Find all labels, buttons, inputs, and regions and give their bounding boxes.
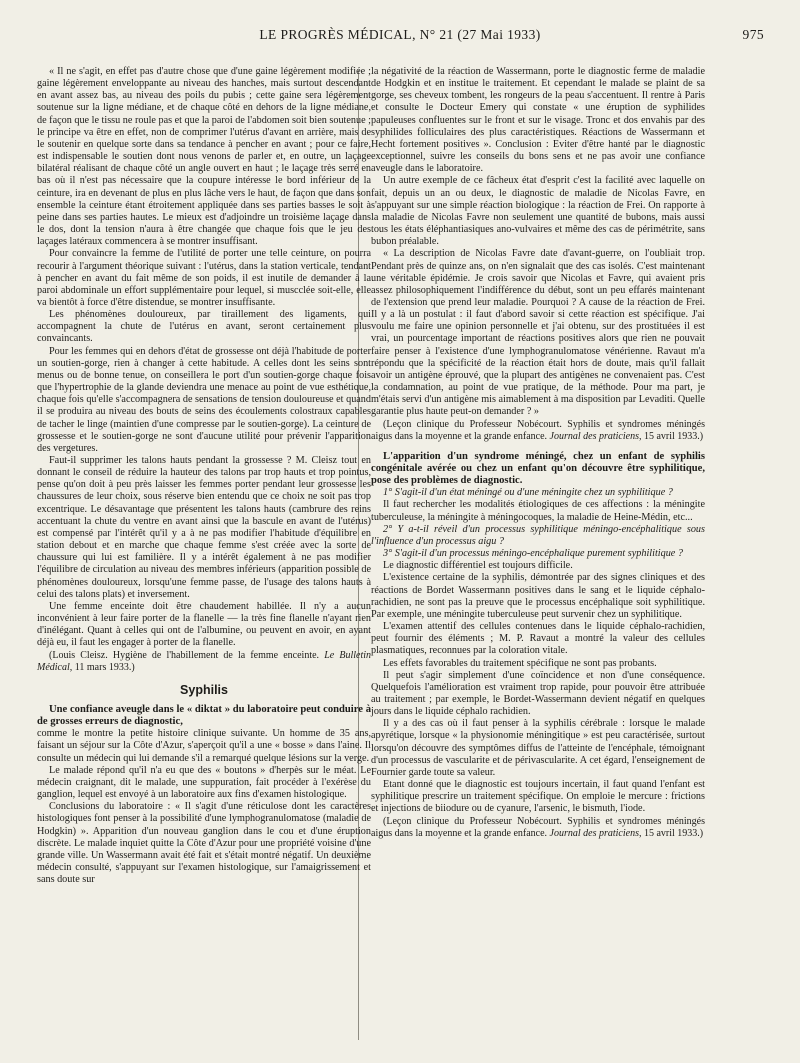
paragraph: la négativité de la réaction de Wassermann, porte le diagnostic ferme de maladie de Hodgkin et en institue le traitement. Et cependant le malade se plaint de sa gorge, ses cheveux tombent, les rongeurs de la peau s'accentuent. Il rentre à Paris et consulte le Docteur Emery qui constate « une éruption de syphilides papuleuses confluentes sur le front et sur le visage. Tronc et dos envahis par des syphilides folliculaires des plus caractéristiques. Réactions de Wassermann et Hecht fortement positives ». Conclusion : Eviter d'être hanté par le diagnostic exceptionnel, suivre les conseils du bons sens et ne pas avoir une confiance aveugle dans le laboratoire. <box>371 66 705 175</box>
paragraph: « Il ne s'agit, en effet pas d'autre chose que d'une gaine légèrement modifiée ; gaine légèrement enveloppante au niveau des hanches, mais surtout descendant en avant assez bas, au niveau des poils du pubis ; cette gaine sera légèrement soutenue sur la ligne médiane, et de chaque côté en dehors de la ligne médiane, de façon que le tissu ne roule pas et que la paroi de l'abdomen soit bien soutenue ; le principe va être en effet, non de comprimer l'utérus d'avant en arrière, mais de le soutenir en quelque sorte dans sa tendance à pencher en avant ; pour ce faire, est indispensable le soutien dont nous venons de parler et, en outre, un laçage bilatéral réalisant de chaque côté un angle ouvert en haut ; le laçage très serré en bas où il n'est pas nécessaire que la coupure intéresse le bord inférieur de la ceinture, ira en devenant de plus en plus lâche vers le haut, de façon que dans son ensemble la ceinture étant étroitement appliquée dans ses parties basses le soit à peine dans ses parties hautes. Le mieux est d'adjoindre un troisième laçage dans le dos, dont la tension n'aura à être changée que chaque fois que le jeu des laçages latéraux commencera à se montrer insuffisant. <box>37 66 371 248</box>
section-title: Syphilis <box>180 682 228 697</box>
question: 3° S'agit-il d'un processus méningo-encéphalique purement syphilitique ? <box>383 548 683 560</box>
paragraph: Il y a des cas où il faut penser à la syphilis cérébrale : lorsque le malade apyrétique, lorsque « la physionomie méningitique » est peu caractérisée, surtout lorsqu'on découvre des symptômes diffus de l'atteinte de l'encéphale, témoignant d'un processus de vascularite et de périvascularite. A cet égard, l'enseignement de Fournier garde toute sa valeur. <box>371 718 705 778</box>
citation-author: (Leçon clinique du Professeur Nobécourt. Syphilis et syndromes méningés aigus dans la moyenne et la grande enfance. <box>371 418 705 442</box>
paragraph: Le diagnostic différentiel est toujours difficile. <box>383 560 573 572</box>
right-column <box>371 66 705 840</box>
source-citation <box>371 419 705 443</box>
source-citation <box>37 650 371 674</box>
paragraph: L'existence certaine de la syphilis, démontrée par des signes cliniques et des réactions de Bordet Wassermann positives dans le sang et le liquide céphalo-rachidien, ne sont pas la preuve que le processus encéphalique soit syphilitique. Par exemple, une méningite tuberculeuse peut survenir chez un syphilitique. <box>371 572 705 620</box>
citation-date: 11 mars 1933.) <box>74 661 135 673</box>
citation-author: (Louis Cleisz. Hygiène de l'habillement de la femme enceinte. <box>49 649 320 661</box>
citation-date: 15 avril 1933.) <box>643 827 704 839</box>
paragraph: Le malade répond qu'il n'a eu que des « boutons » d'herpès sur le méat. Le médecin craignant, dit le malade, une suppuration, fait procéder à l'exérèse du ganglion, lequel est envoyé à un laboratoire aux fins d'examen histologique. <box>37 764 371 801</box>
paragraph: Les phénomènes douloureux, par tiraillement des ligaments, qui accompagnent la chute de l'utérus en avant, seront certainement plus convaincants. <box>37 309 371 345</box>
source-citation <box>371 816 705 840</box>
citation-date: 15 avril 1933.) <box>643 430 704 442</box>
journal-running-title: LE PROGRÈS MÉDICAL, N° 21 (27 Mai 1933) <box>259 27 541 42</box>
page-header <box>36 27 764 45</box>
question: 1° S'agit-il d'un état méningé ou d'une méningite chez un syphilitique ? <box>383 487 673 499</box>
spacer <box>371 443 705 447</box>
article-heading: L'apparition d'un syndrome méningé, chez un enfant de syphilis congénitale avérée ou chez un enfant qu'on découvre être syphilitique, pose des problèmes de diagnostic. <box>371 450 705 487</box>
page-number: 975 <box>742 27 764 42</box>
question: 2° Y a-t-il réveil d'un processus syphilitique méningo-encéphalitique sous l'influence d'un processus aigu ? <box>371 523 705 547</box>
paragraph: Pour les femmes qui en dehors d'état de grossesse ont déjà l'habitude de porter un soutien-gorge, rien à changer à cette habitude. A celles dont les seins sont menus ou de bonne tenue, on conseillera le port d'un soutien-gorge chaque fois que l'hypertrophie de la glande deviendra une menace au point de vue esthétique, chaque fois qu'elle s'accompagnera de sensations de tension douloureuse et quand il se produira au niveau des bouts de seins des écoulements colostraux capables de tacher le linge (maintien d'une compresse par le soutien-gorge). La ceinture de grossesse et le soutien-gorge ne sont d'aucune utilité pour prévenir l'apparition des vergetures. <box>37 345 371 454</box>
paragraph: Un autre exemple de ce fâcheux état d'esprit c'est la facilité avec laquelle on fait, depuis un an ou deux, le diagnostic de maladie de Nicolas Favre, en s'appuyant sur une simple réaction biologique : la réaction de Frei. On rapporte à la maladie de Nicolas Favre non seulement une quantité de bubons, mais aussi tous les états éléphantiasiques ano-vulvaires et même des cas de périmétrite, sans bubon préalable. <box>371 175 705 248</box>
paragraph: Il faut rechercher les modalités étiologiques de ces affections : la méningite tuberculeuse, la méningite à méningocoques, la maladie de Heine-Médin, etc... <box>371 499 705 523</box>
citation-journal: Le Bulletin Médical, <box>37 649 372 673</box>
paragraph: comme le montre la petite histoire clinique suivante. Un homme de 35 ans, faisant un séjour sur la Côte d'Azur, s'aperçoit qu'il a une « bosse » dans l'aine. Il consulte un médecin qui lui demande s'il a remarqué quelque lésions sur la verge. <box>37 728 371 764</box>
citation-journal: Journal des praticiens, <box>549 827 642 839</box>
paragraph: Pour convaincre la femme de l'utilité de porter une telle ceinture, on pourra recourir à l'argument théorique suivant : l'utérus, dans la station verticale, tendant à pencher en avant du fait même de son poids, il est inutile de demander à la paroi abdominale un effort supplémentaire pour lequel, si muscclée soit-elle, elle va bientôt à force d'être distendue, se montrer insuffisante. <box>37 248 371 308</box>
paragraph: Faut-il supprimer les talons hauts pendant la grossesse ? M. Cleisz tout en donnant le conseil de réduire la hauteur des talons par trop hauts et trop pointus, pense qu'on doit à peu près laisser les femmes porter pendant leur grossesse les chaussures de leur choix, sous réserve bien entendu que ce choix ne soit pas trop excentrique. Le désavantage que présentent les talons hauts (cambrure des reins accentuant la chute du ventre en avant ainsi que la bascule en avant de l'utérus) est compensé par l'intérêt qu'il y a à ne pas modifier l'habitude d'équilibre en station debout et en marche que chaque femme s'est créée avec la sorte de chaussure qui lui est familière. Il y a intérêt également à ne pas modifier l'équilibre de circulation au niveau des membres inférieurs (apparition possible de phénomènes douloureux, lorsqu'une femme passe, de l'usage des talons hauts à celui des talons plats) et inversement. <box>37 455 371 600</box>
paragraph: Une femme enceinte doit être chaudement habillée. Il n'y a aucun inconvénient à leur faire porter de la flanelle — la très fine flanelle n'ayant rien d'inélégant. Quant à celles qui ont de l'albumine, ou peuvent en avoir, en ayant déjà eu, il faut les engager à porter de la flanelle. <box>37 600 371 649</box>
paragraph: Les effets favorables du traitement spécifique ne sont pas probants. <box>383 657 657 669</box>
paragraph: Conclusions du laboratoire : « Il s'agit d'une réticulose dont les caractères histologiques font penser à la possibilité d'une lymphogranulomatose (maladie de Hodgkin) ». Apparition d'un nouveau ganglion dans le cou et d'une éruption discrète. Le malade inquiet quitte la Côte d'Azur pour une propriété voisine d'une grande ville. Un Wassermann avait été fait et s'était montré négatif. Un deuxième médecin consulté, s'appuyant sur l'examen histologique, sur l'amaigrissement et sans doute sur <box>37 801 371 886</box>
paragraph: Etant donné que le diagnostic est toujours incertain, il faut quand l'enfant est syphilitique prescrire un traitement spécifique. On emploie le mercure : frictions et injections de biiodure ou de cyanure, l'arsenic, le bismuth, l'iode. <box>371 779 705 815</box>
citation-journal: Journal des praticiens, <box>549 430 642 442</box>
paragraph: Il peut s'agir simplement d'une coïncidence et non d'une conséquence. Quelquefois l'amélioration est vraiment trop rapide, pour pouvoir être attribuée au traitement ; par exemple, le Bordet-Wassermann devient négatif en quelques jours dans le liquide céphalo rachidien. <box>371 669 705 718</box>
paragraph: L'examen attentif des cellules contenues dans le liquide céphalo-rachidien, peut fournir des éléments ; M. P. Ravaut a montré la valeur des cellules plasmatiques, reconnues par la coloration vitale. <box>371 621 705 657</box>
citation-author: (Leçon clinique du Professeur Nobécourt. Syphilis et syndromes méningés aigus dans la moyenne et la grande enfance. <box>371 815 705 839</box>
article-heading: Une confiance aveugle dans le « diktat » du laboratoire peut conduire à de grosses erreurs de diagnostic, <box>37 703 371 728</box>
paragraph: « La description de Nicolas Favre date d'avant-guerre, on l'oubliait trop. Pendant près de quinze ans, on n'en signalait que des cas isolés. C'est maintenant une véritable épidémie. Je crois savoir que Nicolas et Favre, qui avaient pris assez philosophiquement l'indifférence du début, sont un peu effarés maintenant de l'extension que prend leur maladie. Pourquoi ? A cause de la réaction de Frei. Il y a là un postulat : il faut d'abord savoir si cette réaction est spécifique. J'ai voulu me faire une opinion personnelle et j'ai obtenu, sur des prostituées il est vrai, un pourcentage important de réactions positives alors que rien ne pouvait faire penser à l'existence d'une lymphogranulomatose vénérienne. Ravaut m'a répondu que la spécificité de la réaction était hors de doute, mais qu'il fallait avoir un antigène éprouvé, que la plupart des antigènes ne convenaient pas. C'est la condamnation, au point de vue pratique, de la méthode. Pour ma part, je m'étais servi d'un antigène mis aimablement à ma disposition par Levaditi. Quelle garantie plus haute peut-on demander ? » <box>371 248 705 418</box>
left-column <box>37 66 371 886</box>
